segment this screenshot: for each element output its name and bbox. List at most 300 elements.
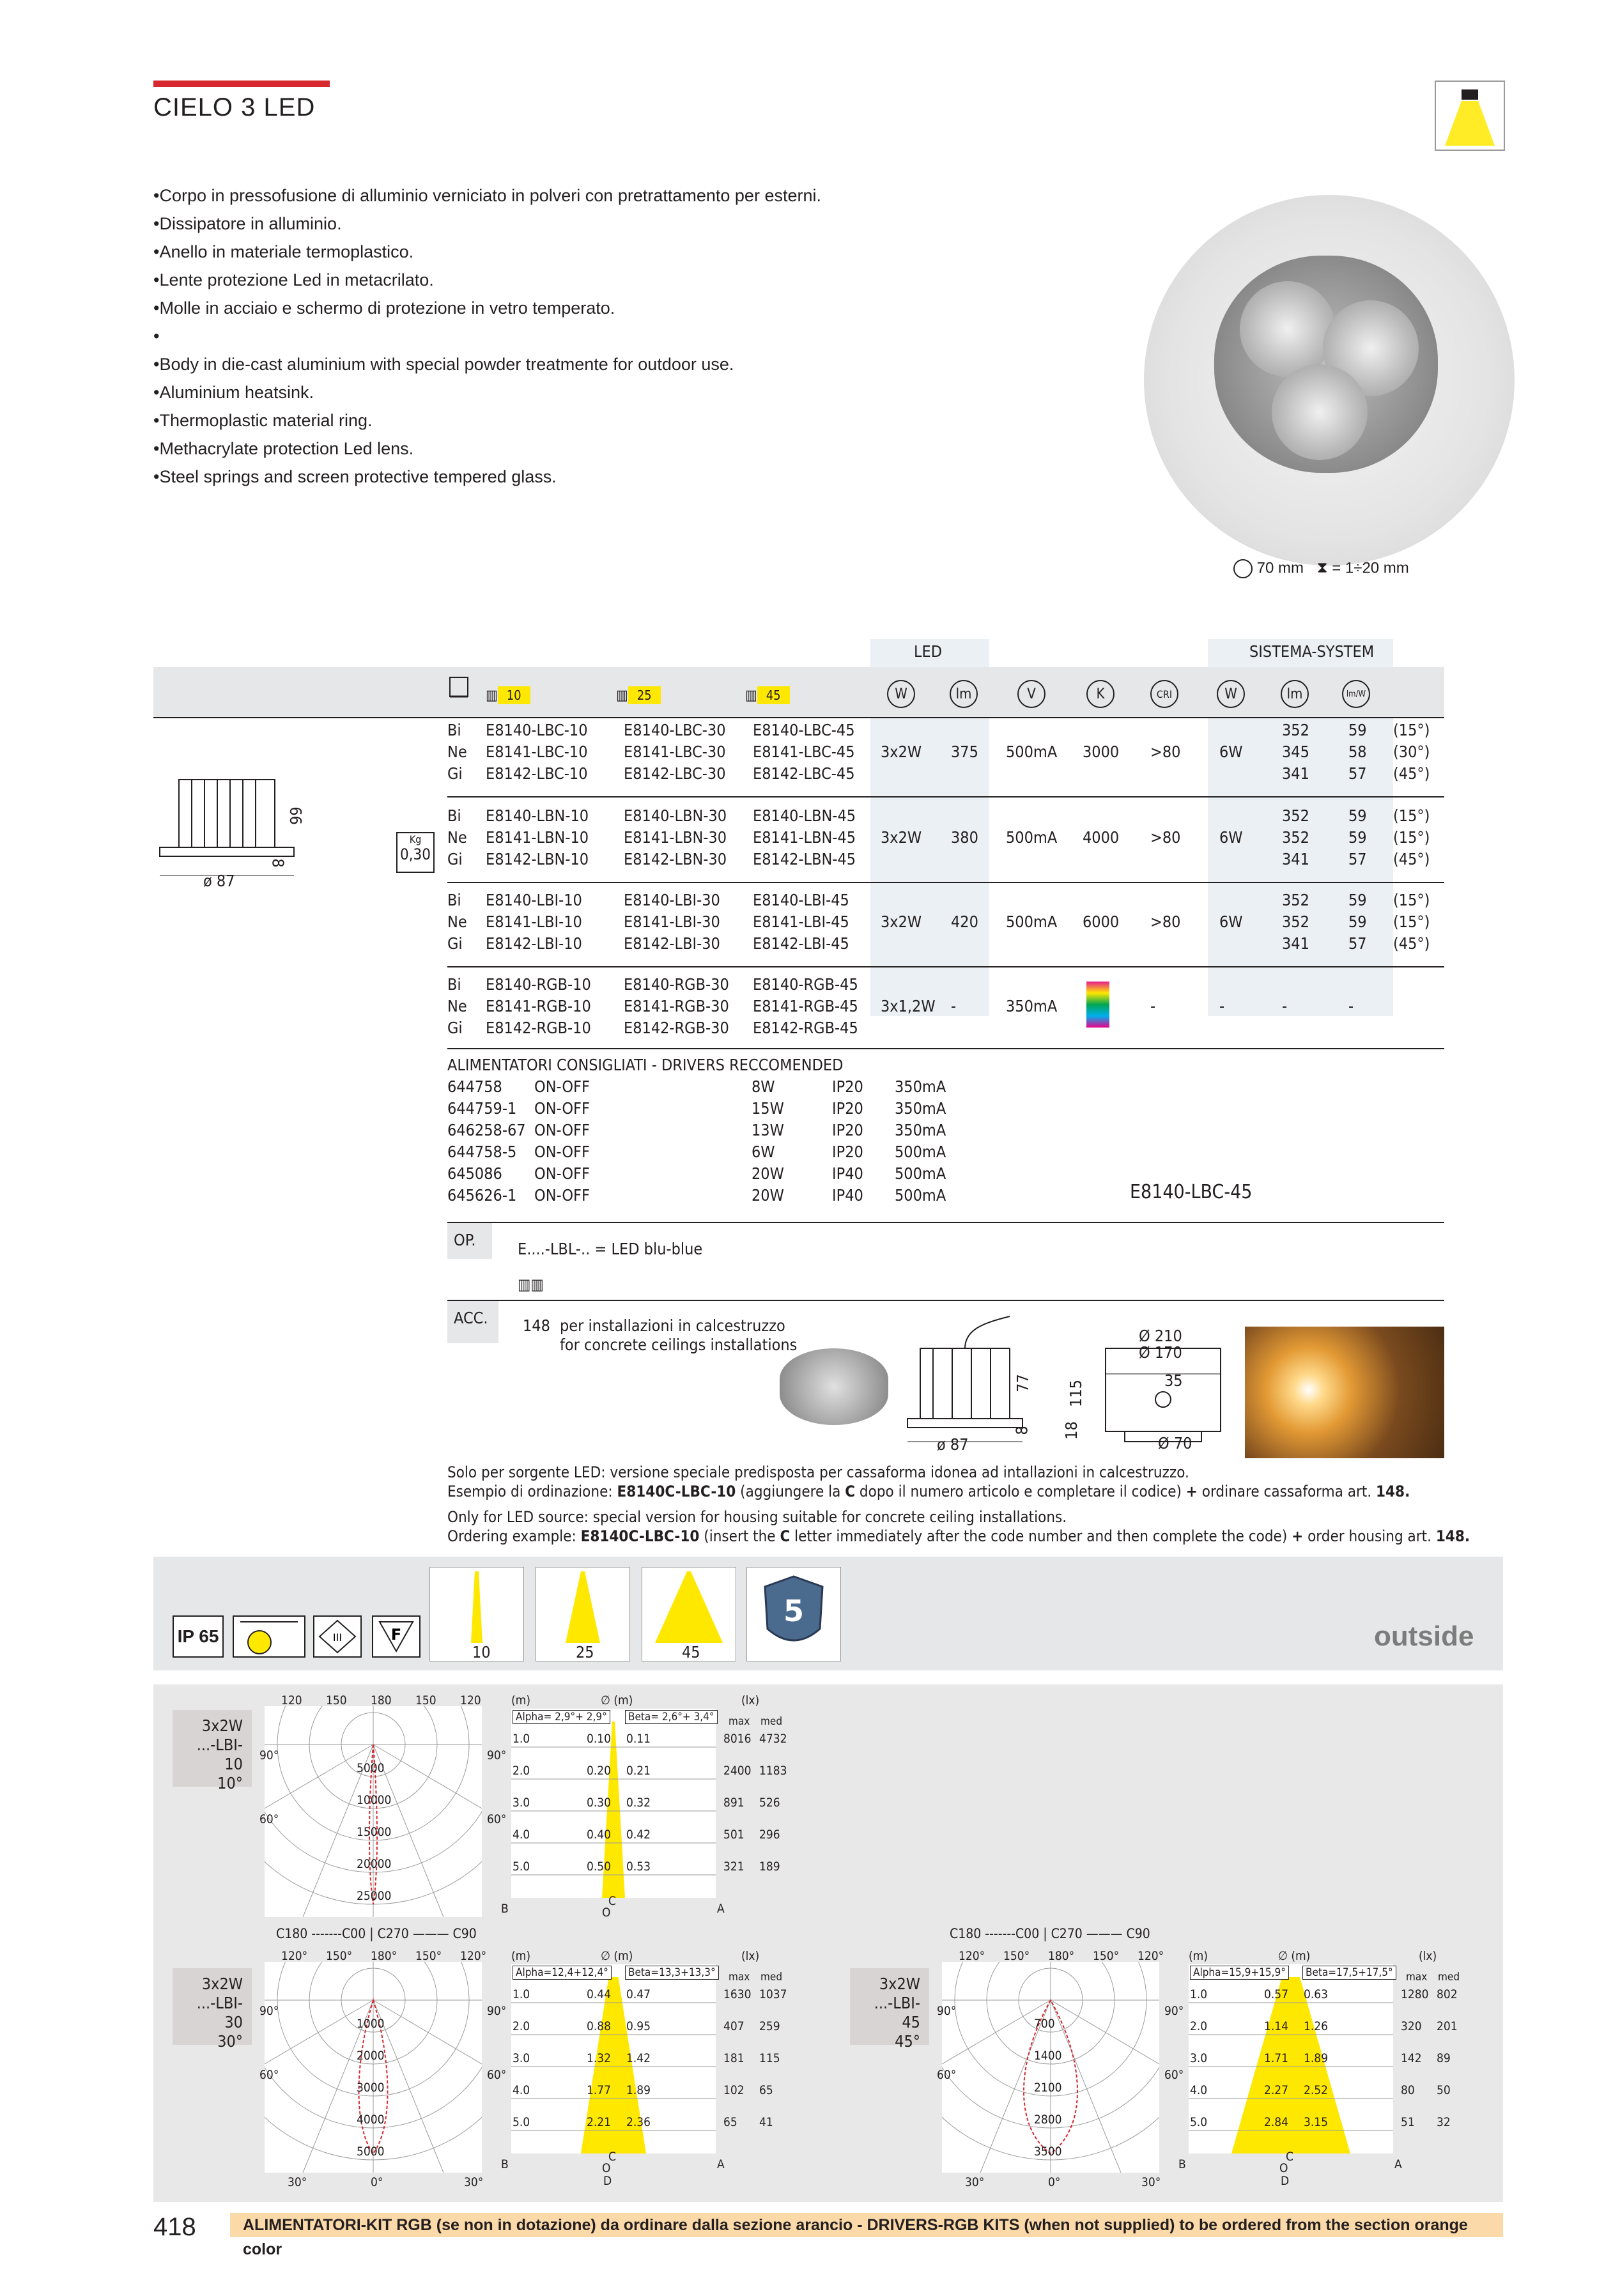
acc-desc-en: for concrete ceilings installations xyxy=(560,1336,798,1354)
cone-value: 1.89 xyxy=(626,2083,651,2097)
installed-light-photo xyxy=(1245,1327,1444,1458)
spec-cell-lm: 352 xyxy=(1282,828,1309,847)
cone-value: 3.0 xyxy=(513,2051,530,2065)
diameter-dim: ø 87 xyxy=(203,872,235,890)
cone-value: 5.0 xyxy=(1190,2115,1208,2129)
polar-side-label: 60° xyxy=(259,1812,279,1826)
cri-icon: CRI xyxy=(1150,680,1178,708)
polar-angle-label: 120° xyxy=(460,1949,487,1963)
spec-cell-d: E8140-LBI-45 xyxy=(753,891,849,909)
point-o: O xyxy=(602,2161,611,2175)
spec-group-w: 3x2W xyxy=(881,743,922,761)
spec-cell-ang: (45°) xyxy=(1393,934,1430,953)
bullet-it: • Molle in acciaio e schermo di protezione in vetro temperato. xyxy=(153,294,821,322)
cone-value: 4.0 xyxy=(513,2083,530,2097)
housing-flange: 8 xyxy=(1012,1426,1031,1435)
point-c: C xyxy=(1286,2150,1293,2164)
spec-cell-c: Gi xyxy=(447,850,463,868)
cone-value: 0.95 xyxy=(626,2019,651,2033)
cone-value: 1630 xyxy=(723,1987,752,2001)
spec-cell-a: E8141-LBI-10 xyxy=(486,913,582,931)
header-rule xyxy=(153,717,1444,718)
max-header: max xyxy=(1406,1971,1428,1984)
driver-cell: 350mA xyxy=(895,1121,946,1139)
point-d: D xyxy=(603,2174,612,2188)
polar-side-label: 60° xyxy=(937,2068,957,2082)
cone-value: 115 xyxy=(759,2051,780,2065)
spec-cell-c: Gi xyxy=(447,764,463,783)
polar-angle-label: 120 xyxy=(281,1693,302,1707)
spec-cell-a: E8140-LBI-10 xyxy=(486,891,582,909)
spec-cell-d: E8141-RGB-45 xyxy=(753,997,858,1015)
spec-group-sw: 6W xyxy=(1219,828,1243,847)
distance-unit: (m) xyxy=(511,1693,530,1707)
cone-value: 2.0 xyxy=(513,2019,530,2033)
diameter-unit: ∅ (m) xyxy=(601,1949,633,1963)
polar-ring-value: 4000 xyxy=(357,2113,385,2127)
polar-ring-value: 1000 xyxy=(357,2017,385,2031)
spec-group-cri: - xyxy=(1150,997,1156,1015)
spec-cell-a: E8140-LBN-10 xyxy=(486,806,589,825)
casing-height: 115 xyxy=(1066,1380,1085,1407)
housing-diameter: ø 87 xyxy=(937,1435,969,1454)
spec-group-v: 500mA xyxy=(1006,828,1058,847)
spec-group-cri: >80 xyxy=(1150,743,1181,761)
spec-cell-lm: - xyxy=(1282,997,1288,1015)
bulb-icon xyxy=(233,1615,305,1658)
spec-cell-lm: 352 xyxy=(1282,913,1309,931)
driver-cell: 646258-67 xyxy=(447,1121,526,1139)
ip65-badge: IP 65 xyxy=(173,1615,224,1658)
cone-value: 0.20 xyxy=(587,1764,612,1778)
spec-cell-d: E8142-LBI-45 xyxy=(753,934,849,953)
curve-legend: C180 -------C00 | C270 ——— C90 xyxy=(276,1926,477,1941)
spec-cell-b: E8141-LBN-30 xyxy=(624,828,727,847)
cone-value: 1.77 xyxy=(587,2083,612,2097)
beam-25-badge: ▥ 25 xyxy=(616,686,661,704)
cone-value: 142 xyxy=(1401,2051,1422,2065)
driver-cell: IP20 xyxy=(832,1077,863,1096)
spec-cell-c: Gi xyxy=(447,934,463,953)
cone-value: 321 xyxy=(723,1860,744,1874)
polar-angle-label: 150° xyxy=(1093,1949,1120,1963)
thickness-icon: ⧗ xyxy=(1316,559,1328,577)
spec-cell-d: E8140-RGB-45 xyxy=(753,975,858,994)
driver-cell: IP20 xyxy=(832,1143,863,1161)
kelvin-icon: K xyxy=(1086,680,1115,708)
cone-value: 1183 xyxy=(759,1764,787,1778)
cone-value: 102 xyxy=(723,2083,744,2097)
cone-value: 65 xyxy=(723,2115,737,2129)
cone-value: 3.15 xyxy=(1304,2115,1329,2129)
title-accent-bar xyxy=(153,81,330,87)
polar-bottom-angle: 30° xyxy=(464,2175,484,2189)
bullet-en: • Aluminium heatsink. xyxy=(153,378,821,406)
point-b: B xyxy=(501,1902,509,1916)
lux-unit: (lx) xyxy=(1419,1949,1437,1963)
spec-cell-lmw: 57 xyxy=(1348,764,1367,783)
spec-cell-d: E8142-LBN-45 xyxy=(753,850,856,868)
cone-value: 1.89 xyxy=(1304,2051,1329,2065)
spec-cell-a: E8141-LBN-10 xyxy=(486,828,589,847)
driver-cell: 645086 xyxy=(447,1164,502,1183)
spec-group-sw: 6W xyxy=(1219,743,1243,761)
spec-cell-c: Ne xyxy=(447,743,467,761)
cone-value: 41 xyxy=(759,2115,773,2129)
polar-ring-value: 10000 xyxy=(357,1793,392,1807)
spec-cell-d: E8142-RGB-45 xyxy=(753,1019,858,1037)
cone-value: 2.36 xyxy=(626,2115,651,2129)
driver-cell: 644758-5 xyxy=(447,1143,517,1161)
bullet-en: • Thermoplastic material ring. xyxy=(153,406,821,435)
casing-outer-diam: Ø 210 xyxy=(1139,1327,1182,1345)
cone-value: 1.14 xyxy=(1264,2019,1289,2033)
svg-text:5: 5 xyxy=(783,1594,805,1628)
polar-ring-value: 5000 xyxy=(357,2145,385,2159)
beta-angle: Beta= 2,6°+ 3,4° xyxy=(625,1710,718,1724)
spec-cell-c: Ne xyxy=(447,913,467,931)
beam-10-icon: 10 xyxy=(429,1567,524,1661)
polar-side-label: 90° xyxy=(259,2004,279,2018)
polar-angle-label: 150 xyxy=(326,1693,347,1707)
cone-value: 407 xyxy=(723,2019,744,2033)
lux-unit: (lx) xyxy=(741,1949,760,1963)
polar-ring-value: 3500 xyxy=(1034,2145,1062,2159)
spec-group-llm: 375 xyxy=(951,743,978,761)
spec-cell-lm: 345 xyxy=(1282,743,1309,761)
casing-rim: 18 xyxy=(1061,1421,1081,1440)
driver-cell: 500mA xyxy=(895,1186,946,1205)
cone-value: 0.47 xyxy=(626,1987,651,2001)
voltage-icon: V xyxy=(1017,680,1045,708)
polar-ring-value: 20000 xyxy=(357,1857,392,1871)
casing-bottom-diam: Ø 70 xyxy=(1158,1434,1192,1452)
beta-angle: Beta=17,5+17,5° xyxy=(1302,1966,1396,1980)
spec-cell-b: E8141-RGB-30 xyxy=(624,997,729,1015)
cone-value: 50 xyxy=(1437,2083,1451,2097)
housing-drawing xyxy=(895,1310,1061,1460)
spec-cell-lmw: - xyxy=(1348,997,1354,1015)
diameter-unit: ∅ (m) xyxy=(1278,1949,1311,1963)
cone-value: 0.32 xyxy=(626,1796,651,1810)
driver-cell: IP20 xyxy=(832,1121,863,1139)
sample-code: E8140-LBC-45 xyxy=(1130,1181,1253,1203)
acc-rule xyxy=(447,1300,1444,1301)
cone-value: 0.10 xyxy=(587,1732,612,1746)
med-header: med xyxy=(760,1715,783,1728)
cone-value: 802 xyxy=(1437,1987,1458,2001)
spec-cell-b: E8142-LBI-30 xyxy=(624,934,720,953)
cone-value: 189 xyxy=(759,1860,780,1874)
spec-cell-b: E8142-LBC-30 xyxy=(624,764,726,783)
spec-cell-a: E8142-LBC-10 xyxy=(486,764,588,783)
table-header-band xyxy=(153,667,1444,718)
spec-group-w: 3x1,2W xyxy=(881,997,936,1015)
curve-legend: C180 -------C00 | C270 ——— C90 xyxy=(950,1926,1150,1941)
spec-cell-d: E8142-LBC-45 xyxy=(753,764,855,783)
photometry-label: 3x2W ...-LBI-30 30° xyxy=(173,1968,252,2045)
spec-cell-b: E8140-LBN-30 xyxy=(624,806,727,825)
polar-ring-value: 1400 xyxy=(1034,2049,1062,2063)
bullet-it: • Corpo in pressofusione di alluminio verniciato in polveri con pretrattamento per esterni. xyxy=(153,181,821,210)
polar-diagram xyxy=(265,1706,482,1917)
polar-side-label: 90° xyxy=(259,1748,279,1762)
watt-icon: W xyxy=(887,680,915,708)
spec-group-w: 3x2W xyxy=(881,828,922,847)
cone-value: 2.84 xyxy=(1264,2115,1289,2129)
spec-cell-lmw: 57 xyxy=(1348,934,1367,953)
note-it-1: Solo per sorgente LED: versione speciale predisposta per cassaforma idonea ad intallazioni in calcestruzzo. xyxy=(447,1463,1189,1481)
cone-value: 4.0 xyxy=(513,1828,530,1842)
driver-cell: 350mA xyxy=(895,1077,946,1096)
drivers-rule xyxy=(447,1048,1444,1049)
point-o: O xyxy=(1279,2161,1288,2175)
polar-ring-value: 25000 xyxy=(357,1889,392,1903)
spec-cell-lm: 352 xyxy=(1282,806,1309,825)
cutout-icon xyxy=(1233,559,1253,578)
spec-group-v: 500mA xyxy=(1006,743,1058,761)
system-lumen-icon: lm xyxy=(1281,680,1309,708)
point-o: O xyxy=(602,1906,611,1920)
housing-height: 77 xyxy=(1013,1374,1032,1392)
driver-cell: 20W xyxy=(752,1186,784,1205)
page-title: CIELO 3 LED xyxy=(153,93,316,121)
cone-value: 3.0 xyxy=(1190,2051,1208,2065)
spec-group-cri: >80 xyxy=(1150,828,1181,847)
spec-cell-d: E8141-LBN-45 xyxy=(753,828,856,847)
led-lens xyxy=(1240,281,1336,377)
cone-value: 3.0 xyxy=(513,1796,530,1810)
page-number: 418 xyxy=(153,2213,196,2241)
polar-angle-label: 180° xyxy=(371,1949,397,1963)
bullet-en: • Steel springs and screen protective tempered glass. xyxy=(153,463,821,491)
spec-cell-c: Bi xyxy=(447,721,461,739)
driver-cell: ON-OFF xyxy=(534,1186,590,1205)
spec-cell-b: E8142-LBN-30 xyxy=(624,850,727,868)
polar-ring-value: 15000 xyxy=(357,1825,392,1839)
note-en-1: Only for LED source: special version for housing suitable for concrete ceiling installations. xyxy=(447,1508,1067,1526)
efficacy-icon: lm/W xyxy=(1342,680,1370,708)
led-module-photo xyxy=(1214,256,1438,473)
polar-ring-value: 2100 xyxy=(1034,2081,1062,2095)
beam-10-badge: ▥ 10 xyxy=(486,686,530,704)
alpha-angle: Alpha=15,9+15,9° xyxy=(1190,1966,1289,1980)
beta-angle: Beta=13,3+13,3° xyxy=(625,1966,719,1980)
polar-side-label: 90° xyxy=(487,1748,507,1762)
cone-value: 1.32 xyxy=(587,2051,612,2065)
bullet-en: • Body in die-cast aluminium with special powder treatmente for outdoor use. xyxy=(153,350,821,378)
cone-value: 8016 xyxy=(723,1732,752,1746)
cone-value: 1.42 xyxy=(626,2051,651,2065)
spec-cell-lm: 352 xyxy=(1282,891,1309,909)
led-header: LED xyxy=(914,642,943,661)
driver-cell: 644758 xyxy=(447,1077,502,1096)
spec-cell-ang: (15°) xyxy=(1393,913,1430,931)
polar-ring-value: 2800 xyxy=(1034,2113,1062,2127)
polar-diagram xyxy=(265,1962,482,2173)
driver-cell: 500mA xyxy=(895,1143,946,1161)
spec-cell-lm: 341 xyxy=(1282,764,1309,783)
height-dim: 66 xyxy=(286,806,305,825)
spec-cell-b: E8141-LBI-30 xyxy=(624,913,720,931)
med-header: med xyxy=(1438,1971,1460,1984)
point-b: B xyxy=(1178,2157,1186,2171)
system-watt-icon: W xyxy=(1217,680,1245,708)
spec-group-k: 6000 xyxy=(1083,913,1120,931)
driver-cell: 500mA xyxy=(895,1164,946,1183)
spec-cell-c: Bi xyxy=(447,891,461,909)
spec-cell-lmw: 59 xyxy=(1348,828,1367,847)
spec-cell-lm: 352 xyxy=(1282,721,1309,739)
polar-bottom-angle: 30° xyxy=(288,2175,307,2189)
photometry-block xyxy=(173,1693,824,1943)
cone-value: 2400 xyxy=(723,1764,752,1778)
driver-cell: ON-OFF xyxy=(534,1099,590,1118)
spec-cell-c: Ne xyxy=(447,828,467,847)
driver-cell: IP20 xyxy=(832,1099,863,1118)
polar-angle-label: 120° xyxy=(281,1949,308,1963)
footer-note: ALIMENTATORI-KIT RGB (se non in dotazione) da ordinare dalla sezione arancio - DRIVERS-RGB KITS (when not supplied) to be ordered from the section orange color xyxy=(230,2213,1503,2237)
driver-cell: IP40 xyxy=(832,1164,863,1183)
photometry-block xyxy=(173,1949,824,2198)
alpha-angle: Alpha=12,4+12,4° xyxy=(513,1966,612,1980)
spec-group-w: 3x2W xyxy=(881,913,922,931)
ceiling-thickness: = 1÷20 mm xyxy=(1332,559,1409,577)
drivers-title: ALIMENTATORI CONSIGLIATI - DRIVERS RECCOMENDED xyxy=(447,1056,844,1074)
cone-value: 526 xyxy=(759,1796,780,1810)
spec-cell-lm: 341 xyxy=(1282,934,1309,953)
note-en-2: Ordering example: E8140C-LBC-10 (insert the C letter immediately after the code number and then complete the code) + order housing art. 148. xyxy=(447,1527,1470,1545)
driver-cell: 644759-1 xyxy=(447,1099,517,1118)
cone-table xyxy=(511,1964,716,2153)
polar-side-label: 60° xyxy=(487,1812,507,1826)
cone-value: 0.30 xyxy=(587,1796,612,1810)
description-bullets xyxy=(153,181,821,491)
driver-cell: 20W xyxy=(752,1164,784,1183)
polar-side-label: 90° xyxy=(1164,2004,1184,2018)
cone-value: 0.88 xyxy=(587,2019,612,2033)
mount-icon xyxy=(447,671,470,705)
cone-value: 1.0 xyxy=(513,1987,530,2001)
polar-side-label: 60° xyxy=(487,2068,507,2082)
max-header: max xyxy=(729,1971,750,1984)
cone-value: 4.0 xyxy=(1190,2083,1208,2097)
max-header: max xyxy=(729,1715,750,1728)
lumen-icon: lm xyxy=(950,680,978,708)
polar-bottom-angle: 30° xyxy=(965,2175,985,2189)
cone-value: 181 xyxy=(723,2051,744,2065)
op-label: OP. xyxy=(447,1223,492,1259)
driver-cell: ON-OFF xyxy=(534,1077,590,1096)
spec-cell-d: E8140-LBN-45 xyxy=(753,806,856,825)
polar-ring-value: 5000 xyxy=(357,1761,385,1775)
spec-group-llm: 380 xyxy=(951,828,978,847)
spec-group-sw: 6W xyxy=(1219,913,1243,931)
spec-group-llm: - xyxy=(951,997,957,1015)
spec-cell-a: E8140-RGB-10 xyxy=(486,975,591,994)
group-separator xyxy=(447,966,1444,967)
polar-bottom-angle: 0° xyxy=(1048,2175,1061,2189)
cone-value: 201 xyxy=(1437,2019,1458,2033)
polar-angle-label: 150 xyxy=(415,1693,436,1707)
group-separator xyxy=(447,796,1444,797)
med-header: med xyxy=(760,1971,783,1984)
cone-value: 0.53 xyxy=(626,1860,651,1874)
system-header: SISTEMA-SYSTEM xyxy=(1249,642,1375,661)
spec-cell-c: Gi xyxy=(447,1019,463,1037)
point-c: C xyxy=(608,1894,616,1908)
cone-value: 5.0 xyxy=(513,1860,530,1874)
cone-value: 2.52 xyxy=(1304,2083,1329,2097)
polar-side-label: 90° xyxy=(937,2004,957,2018)
polar-angle-label: 150° xyxy=(326,1949,353,1963)
cone-value: 4732 xyxy=(759,1732,787,1746)
spec-cell-lmw: 59 xyxy=(1348,721,1367,739)
cone-value: 1037 xyxy=(759,1987,787,2001)
spec-cell-lmw: 58 xyxy=(1348,743,1367,761)
cone-value: 320 xyxy=(1401,2019,1422,2033)
cone-table xyxy=(1189,1964,1393,2153)
spec-cell-c: Bi xyxy=(447,806,461,825)
cone-value: 0.40 xyxy=(587,1828,612,1842)
spec-cell-ang: (15°) xyxy=(1393,806,1430,825)
point-a: A xyxy=(1394,2157,1402,2171)
cone-value: 1.71 xyxy=(1264,2051,1289,2065)
casing-depth: 35 xyxy=(1164,1371,1183,1390)
polar-ring-value: 2000 xyxy=(357,2049,385,2063)
acc-desc-it: per installazioni in calcestruzzo xyxy=(560,1316,785,1335)
spec-group-llm: 420 xyxy=(951,913,978,931)
spec-cell-b: E8140-LBC-30 xyxy=(624,721,726,739)
cone-value: 0.42 xyxy=(626,1828,651,1842)
spec-cell-lmw: 59 xyxy=(1348,913,1367,931)
cone-value: 32 xyxy=(1437,2115,1451,2129)
cone-value: 0.44 xyxy=(587,1987,612,2001)
spec-group-v: 350mA xyxy=(1006,997,1058,1015)
cone-value: 1.26 xyxy=(1304,2019,1329,2033)
led-lens xyxy=(1272,364,1368,460)
cone-value: 0.11 xyxy=(626,1732,651,1746)
cone-value: 891 xyxy=(723,1796,744,1810)
install-dimensions xyxy=(1233,559,1409,578)
driver-cell: 13W xyxy=(752,1121,784,1139)
spec-cell-lmw: 57 xyxy=(1348,850,1367,868)
spec-cell-a: E8142-LBN-10 xyxy=(486,850,589,868)
cone-value: 2.21 xyxy=(587,2115,612,2129)
cone-value: 80 xyxy=(1401,2083,1415,2097)
polar-ring-value: 3000 xyxy=(357,2081,385,2095)
cone-value: 2.27 xyxy=(1264,2083,1289,2097)
polar-bottom-angle: 30° xyxy=(1141,2175,1161,2189)
spec-cell-ang: (45°) xyxy=(1393,850,1430,868)
driver-cell: IP40 xyxy=(832,1186,863,1205)
op-text: E....-LBL-.. = LED blu-blue xyxy=(518,1240,703,1258)
cone-value: 65 xyxy=(759,2083,773,2097)
spec-cell-a: E8141-LBC-10 xyxy=(486,743,588,761)
polar-side-label: 60° xyxy=(1164,2068,1184,2082)
photometry-label: 3x2W ...-LBI-45 45° xyxy=(850,1968,929,2045)
driver-cell: ON-OFF xyxy=(534,1121,590,1139)
diameter-unit: ∅ (m) xyxy=(601,1693,633,1707)
spec-cell-ang: (15°) xyxy=(1393,721,1430,739)
bullet-it: • Dissipatore in alluminio. xyxy=(153,210,821,238)
bullet-it: • Anello in materiale termoplastico. xyxy=(153,238,821,266)
cone-value: 0.21 xyxy=(626,1764,651,1778)
polar-angle-label: 120 xyxy=(460,1693,481,1707)
acc-label: ACC. xyxy=(447,1301,498,1343)
barcode-icon: ▥▥ xyxy=(518,1275,544,1293)
f-mark-icon xyxy=(372,1615,420,1658)
